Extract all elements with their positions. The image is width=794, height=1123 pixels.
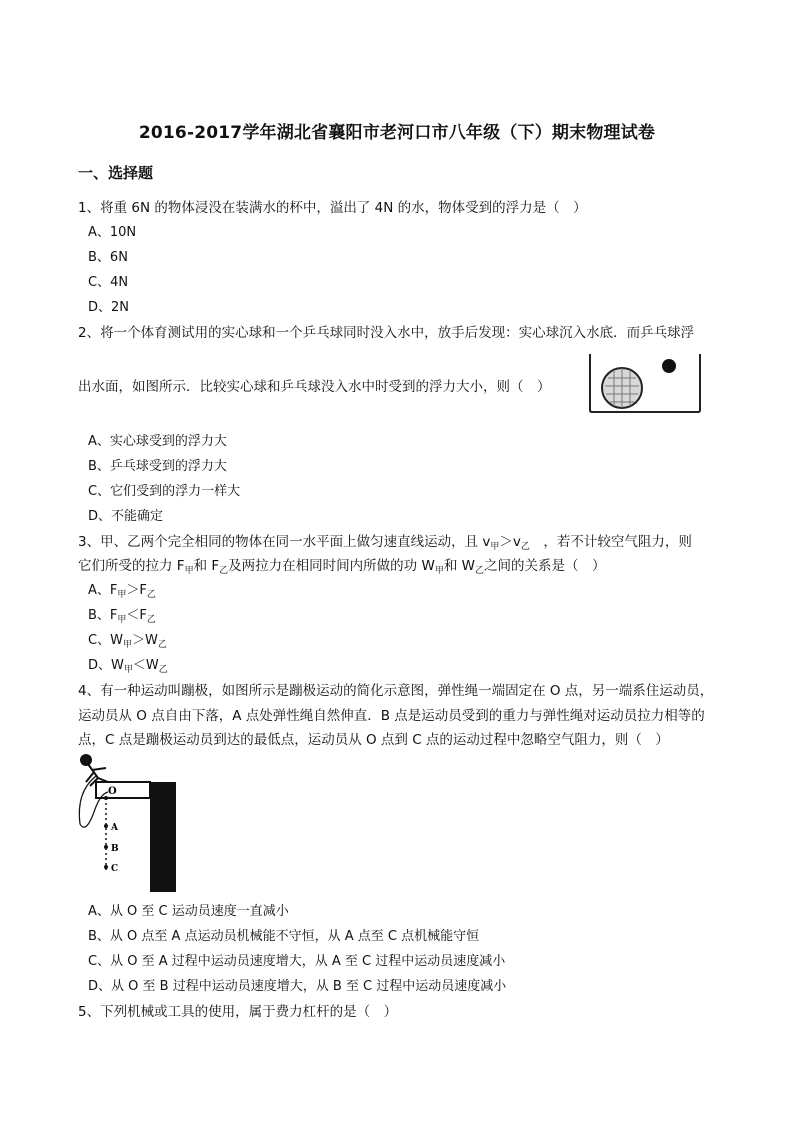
q1-option-b: B、6N	[88, 250, 128, 265]
q4-option-b: B、从 O 点至 A 点运动员机械能不守恒，从 A 点至 C 点机械能守恒	[88, 929, 480, 944]
q3-option-a: A、$F_甲>F_乙$	[88, 583, 156, 600]
q4-option-d: D、从 O 至 B 过程中运动员速度增大，从 B 至 C 过程中运动员速度减小	[88, 979, 507, 994]
question-4-line-3: 点，C 点是蹦极运动员到达的最低点，运动员从 O 点到 C 点的运动过程中忽略空气阻力，则（ ）	[78, 732, 669, 748]
q3-option-c: C、$W_甲>W_乙$	[88, 633, 167, 650]
q2-option-d: D、不能确定	[88, 509, 164, 524]
question-5: 5、下列机械或工具的使用，属于费力杠杆的是（ ）	[78, 1004, 398, 1020]
q4-option-c: C、从 O 至 A 过程中运动员速度增大，从 A 至 C 过程中运动员速度减小	[88, 954, 506, 969]
q4-option-a: A、从 O 至 C 运动员速度一直减小	[88, 904, 289, 919]
question-2-line-2: 出水面，如图所示．比较实心球和乒乓球没入水中时受到的浮力大小，则（ ）	[78, 379, 551, 395]
jump-platform	[96, 782, 150, 798]
ping-pong-ball-icon	[662, 359, 676, 373]
question-4-line-2: 运动员从 O 点自由下落，A 点处弹性绳自然伸直．B 点是运动员受到的重力与弹性绳对运动员拉力相等的	[78, 708, 705, 724]
question-3-line-1: 3、甲、乙两个完全相同的物体在同一水平面上做匀速直线运动，且 $v_甲>v_乙$ ，若不计较空气阻力，则	[78, 534, 692, 552]
page-title: 2016-2017学年湖北省襄阳市老河口市八年级（下）期末物理试卷	[138, 123, 656, 143]
balls-in-water-figure	[586, 352, 706, 414]
label-a: A	[111, 823, 118, 833]
section-heading: 一、选择题	[78, 164, 154, 182]
cliff-wall	[150, 782, 176, 892]
question-3-line-2: 它们所受的拉力 $F_甲$和 $F_乙$及两拉力在相同时间内所做的功 $W_甲$和 $W_乙$之间的关系是（ ）	[78, 558, 606, 576]
q1-option-c: C、4N	[88, 275, 129, 290]
bungee-jump-figure	[72, 752, 184, 894]
q3-option-b: B、$F_甲<F_乙$	[88, 608, 156, 625]
label-c: C	[111, 864, 119, 874]
q2-option-c: C、它们受到的浮力一样大	[88, 484, 241, 499]
question-4-line-1: 4、有一种运动叫蹦极，如图所示是蹦极运动的简化示意图，弹性绳一端固定在 O 点，另一端系住运动员，	[78, 683, 714, 699]
q1-option-a: A、10N	[88, 225, 137, 240]
jumper-head-icon	[80, 754, 92, 766]
label-b: B	[111, 844, 119, 854]
question-2-line-1: 2、将一个体育测试用的实心球和一个乒乓球同时没入水中，放手后发现：实心球沉入水底．而乒乓球浮	[78, 325, 695, 341]
q1-option-d: D、2N	[88, 300, 130, 315]
question-1: 1、将重 6N 的物体浸没在装满水的杯中，溢出了 4N 的水，物体受到的浮力是（ ）	[78, 200, 587, 216]
q2-option-b: B、乒乓球受到的浮力大	[88, 459, 227, 474]
q3-option-d: D、$W_甲<W_乙$	[88, 658, 168, 675]
label-o: O	[108, 786, 117, 797]
q2-option-a: A、实心球受到的浮力大	[88, 434, 227, 449]
